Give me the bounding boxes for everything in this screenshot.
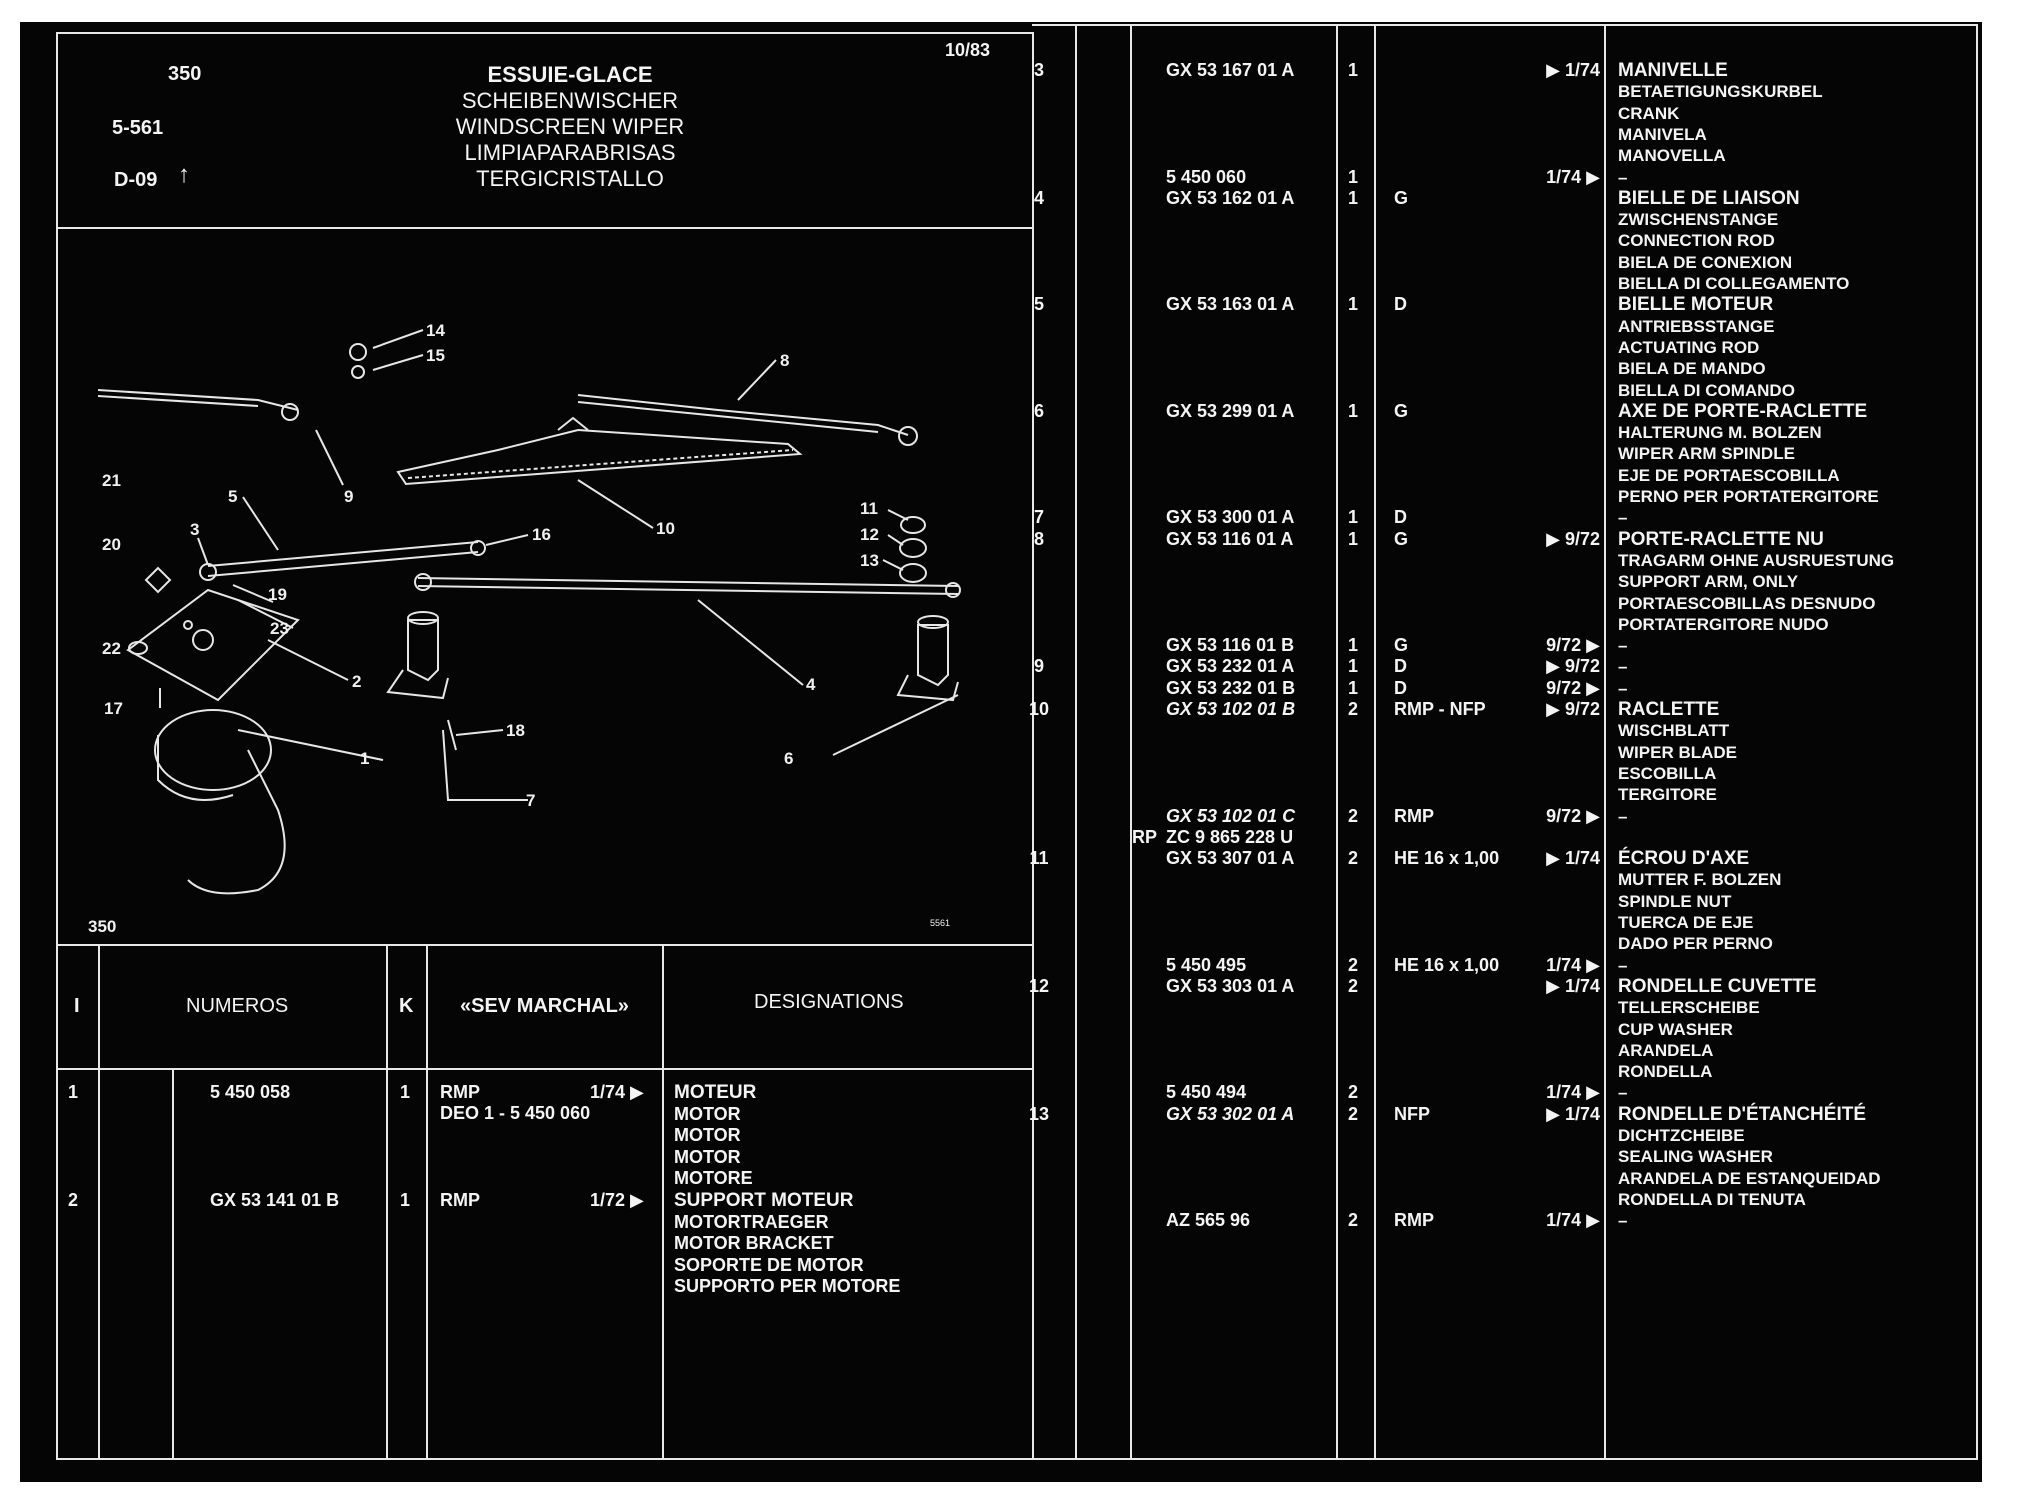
col-header-k: K xyxy=(399,995,414,1017)
rrow-sev: D xyxy=(1394,507,1407,528)
rcol-rule-4 xyxy=(1374,24,1376,1458)
rrow-quantity: 1 xyxy=(1348,400,1359,421)
rrow-date: 1/74 ▶ xyxy=(1546,1210,1600,1231)
rrow-item-number: 10 xyxy=(1028,699,1050,719)
rrow-date: ▶ 9/72 xyxy=(1546,699,1600,719)
title-it: TERGICRISTALLO xyxy=(476,166,664,191)
callout-11: 11 xyxy=(860,499,878,518)
rdesig-line: ARANDELA xyxy=(1618,1040,1714,1060)
callout-18: 18 xyxy=(506,721,525,740)
row-part-number: 5 450 058 xyxy=(210,1082,291,1102)
frame-right xyxy=(1976,24,1978,1458)
row-item-number: 2 xyxy=(68,1190,79,1210)
revision-date: 10/83 xyxy=(945,40,991,60)
rrow-sev: RMP xyxy=(1394,1210,1434,1231)
rdesig-line: TERGITORE xyxy=(1618,785,1717,805)
rrow-sev: G xyxy=(1394,528,1409,549)
col-rule-1b xyxy=(172,1068,174,1460)
callout-15: 15 xyxy=(426,346,445,365)
rrow-part-number: GX 53 167 01 A xyxy=(1166,60,1295,80)
rrow-sev: G xyxy=(1394,187,1409,208)
row-designation-translation: MOTORE xyxy=(674,1168,753,1188)
callout-12: 12 xyxy=(860,525,879,544)
callout-5: 5 xyxy=(228,487,238,506)
row-part-number: GX 53 141 01 B xyxy=(210,1190,340,1210)
rrow-part-number: ZC 9 865 228 U xyxy=(1166,826,1294,847)
rrow-part-number: 5 450 060 xyxy=(1166,166,1247,187)
rrow-sev: D xyxy=(1394,656,1407,677)
callout-22: 22 xyxy=(102,639,121,658)
col-rule-2 xyxy=(386,944,388,1460)
rrow-sev: D xyxy=(1394,294,1407,315)
rcol-rule-2 xyxy=(1130,24,1132,1458)
frame-bottom-right xyxy=(1032,1458,1978,1460)
rrow-part-number: GX 53 232 01 B xyxy=(1166,677,1296,698)
rrow-part-number: 5 450 495 xyxy=(1166,954,1247,975)
rrow-part-number: AZ 565 96 xyxy=(1166,1210,1251,1231)
rrow-sev: HE 16 x 1,00 xyxy=(1394,848,1500,869)
rdesig-line: CRANK xyxy=(1618,103,1680,123)
col-header-i: I xyxy=(74,995,80,1017)
rdesig-main: RACLETTE xyxy=(1618,699,1720,720)
rdesig-line: BETAETIGUNGSKURBEL xyxy=(1618,82,1823,102)
frame-bottom-left xyxy=(56,1458,1034,1460)
page-ref: 5-561 xyxy=(112,117,164,139)
callout-7: 7 xyxy=(526,791,536,810)
callout-16: 16 xyxy=(532,525,551,544)
rcol-rule-1 xyxy=(1075,24,1077,1458)
rdesig-main: PORTE-RACLETTE NU xyxy=(1618,528,1824,550)
rrow-sev: G xyxy=(1394,635,1409,656)
rdesig-line: – xyxy=(1618,806,1628,826)
rrow-quantity: 1 xyxy=(1348,528,1359,549)
rdesig-main: RONDELLE CUVETTE xyxy=(1618,975,1817,997)
rrow-item-number: 6 xyxy=(1033,400,1044,421)
rdesig-line: TUERCA DE EJE xyxy=(1618,913,1754,932)
rrow-part-number: GX 53 163 01 A xyxy=(1166,294,1295,315)
table-header-divider xyxy=(56,1068,1034,1070)
rdesig-line: CONNECTION ROD xyxy=(1618,231,1775,251)
rdesig-main: RONDELLE D'ÉTANCHÉITÉ xyxy=(1618,1103,1867,1125)
rrow-date: 1/74 ▶ xyxy=(1546,954,1600,975)
row-designation-translation: MOTOR xyxy=(674,1125,741,1145)
col-header-numeros: NUMEROS xyxy=(186,995,289,1017)
rdesig-line: – xyxy=(1618,636,1628,656)
rrow-part-number: GX 53 302 01 A xyxy=(1166,1103,1295,1124)
rrow-rp-flag: RP xyxy=(1132,826,1158,847)
rrow-quantity: 2 xyxy=(1348,1210,1359,1231)
rdesig-line: – xyxy=(1618,1211,1628,1231)
rdesig-line: – xyxy=(1618,678,1628,698)
rrow-item-number: 9 xyxy=(1033,656,1044,677)
row-designation-translation: SUPPORTO PER MOTORE xyxy=(674,1276,901,1296)
rrow-item-number: 7 xyxy=(1033,507,1044,528)
rrow-date: ▶ 1/74 xyxy=(1546,1103,1600,1124)
rrow-quantity: 2 xyxy=(1348,805,1359,826)
rrow-part-number: GX 53 303 01 A xyxy=(1166,975,1295,996)
rrow-quantity: 2 xyxy=(1348,848,1359,869)
callout-21: 21 xyxy=(102,471,121,490)
rrow-date: ▶ 9/72 xyxy=(1546,656,1600,677)
rdesig-line: CUP WASHER xyxy=(1618,1019,1733,1039)
callout-9: 9 xyxy=(344,487,354,506)
header-divider xyxy=(56,227,1034,229)
rdesig-line: PORTAESCOBILLAS DESNUDO xyxy=(1618,593,1876,613)
callout-23: 23 xyxy=(270,619,289,638)
callout-14: 14 xyxy=(426,321,445,340)
callout-20: 20 xyxy=(102,535,121,554)
d-code: D-09 xyxy=(114,169,158,191)
rrow-quantity: 2 xyxy=(1348,954,1359,975)
rdesig-line: WIPER BLADE xyxy=(1618,742,1737,762)
row-designation-main: SUPPORT MOTEUR xyxy=(674,1190,854,1211)
rrow-sev: G xyxy=(1394,400,1409,421)
rdesig-line: BIELLA DI COMANDO xyxy=(1618,380,1795,400)
rdesig-main: BIELLE MOTEUR xyxy=(1618,294,1774,316)
rcol-rule-5 xyxy=(1604,24,1606,1458)
rdesig-main: MANIVELLE xyxy=(1618,60,1728,81)
rrow-quantity: 1 xyxy=(1348,507,1359,528)
rdesig-line: EJE DE PORTAESCOBILLA xyxy=(1618,465,1840,485)
row-designation-translation: MOTOR xyxy=(674,1103,741,1124)
rrow-quantity: 2 xyxy=(1348,699,1359,719)
rdesig-main: BIELLE DE LIAISON xyxy=(1618,187,1800,209)
rrow-part-number: GX 53 162 01 A xyxy=(1166,187,1295,208)
rrow-quantity: 2 xyxy=(1348,1082,1359,1103)
title-de: SCHEIBENWISCHER xyxy=(461,88,679,113)
rrow-quantity: 2 xyxy=(1348,1103,1359,1124)
frame-top-left xyxy=(56,32,1034,34)
rrow-item-number: 3 xyxy=(1033,60,1044,80)
callout-8: 8 xyxy=(780,351,790,370)
rdesig-line: BIELLA DI COLLEGAMENTO xyxy=(1618,274,1850,293)
diagram-divider xyxy=(56,944,1034,946)
rdesig-line: – xyxy=(1618,657,1628,677)
rrow-item-number: 11 xyxy=(1029,848,1049,869)
rdesig-line: ANTRIEBSSTANGE xyxy=(1618,316,1775,336)
rdesig-line: – xyxy=(1618,508,1628,528)
row-quantity: 1 xyxy=(400,1190,411,1210)
rdesig-line: MUTTER F. BOLZEN xyxy=(1618,870,1782,890)
rdesig-line: ACTUATING ROD xyxy=(1618,337,1760,357)
rdesig-line: SUPPORT ARM, ONLY xyxy=(1618,572,1799,592)
row-quantity: 1 xyxy=(400,1082,411,1102)
page-number: 350 xyxy=(168,63,202,85)
rrow-quantity: 1 xyxy=(1348,60,1359,80)
callout-2: 2 xyxy=(352,672,362,691)
frame-mid xyxy=(1032,32,1034,1460)
rrow-item-number: 12 xyxy=(1028,975,1050,996)
rrow-item-number: 5 xyxy=(1033,294,1044,315)
title-fr: ESSUIE-GLACE xyxy=(487,62,653,87)
rrow-quantity: 1 xyxy=(1348,187,1359,208)
rrow-sev: HE 16 x 1,00 xyxy=(1394,954,1500,975)
callout-1: 1 xyxy=(360,749,370,768)
rdesig-line: BIELA DE CONEXION xyxy=(1618,252,1793,272)
row-designation-translation: MOTORTRAEGER xyxy=(674,1211,829,1232)
rdesig-line: DICHTZCHEIBE xyxy=(1618,1126,1745,1145)
parts-catalog-sheet xyxy=(20,22,1982,1482)
row-sev: RMP xyxy=(440,1082,480,1102)
row-sev: RMP xyxy=(440,1190,480,1210)
rdesig-line: – xyxy=(1618,955,1628,975)
diagram-ref-label: 5561 xyxy=(930,918,951,928)
callout-10: 10 xyxy=(656,519,675,538)
row-date: 1/72 ▶ xyxy=(590,1190,644,1210)
frame-top-right xyxy=(1032,24,1978,26)
callout-13: 13 xyxy=(860,551,879,570)
row-item-number: 1 xyxy=(68,1082,79,1102)
rdesig-line: ZWISCHENSTANGE xyxy=(1618,210,1779,230)
rdesig-line: TELLERSCHEIBE xyxy=(1618,998,1760,1018)
rrow-sev: RMP xyxy=(1394,805,1434,826)
rrow-date: 9/72 ▶ xyxy=(1546,635,1600,656)
rrow-item-number: 4 xyxy=(1033,187,1044,208)
rrow-date: ▶ 1/74 xyxy=(1546,975,1600,996)
rrow-quantity: 1 xyxy=(1348,656,1359,677)
rdesig-line: MANIVELA xyxy=(1618,124,1707,144)
rrow-sev: NFP xyxy=(1394,1103,1430,1124)
rcol-rule-3 xyxy=(1336,24,1338,1458)
rdesig-main: ÉCROU D'AXE xyxy=(1618,848,1750,870)
rrow-part-number: GX 53 307 01 A xyxy=(1166,848,1295,869)
rrow-date: 9/72 ▶ xyxy=(1546,805,1600,826)
rrow-quantity: 1 xyxy=(1348,635,1359,656)
callout-6: 6 xyxy=(784,749,794,768)
rdesig-line: ARANDELA DE ESTANQUEIDAD xyxy=(1618,1168,1881,1188)
row-sev-note: DEO 1 - 5 450 060 xyxy=(440,1103,591,1123)
callout-19: 19 xyxy=(268,585,287,604)
rrow-part-number: GX 53 300 01 A xyxy=(1166,507,1295,528)
callout-3: 3 xyxy=(190,520,200,539)
rrow-quantity: 1 xyxy=(1348,294,1359,315)
rrow-quantity: 2 xyxy=(1348,975,1359,996)
rdesig-line: PORTATERGITORE NUDO xyxy=(1618,614,1829,634)
rrow-date: ▶ 1/74 xyxy=(1546,848,1600,869)
rrow-part-number: GX 53 102 01 B xyxy=(1166,699,1296,719)
rdesig-line: – xyxy=(1618,1083,1628,1103)
rrow-item-number: 8 xyxy=(1033,528,1044,549)
callout-4: 4 xyxy=(806,675,816,694)
rrow-date: 1/74 ▶ xyxy=(1546,166,1600,187)
rrow-date: ▶ 1/74 xyxy=(1546,60,1600,80)
diagram-page-label: 350 xyxy=(88,917,117,936)
row-designation-translation: SOPORTE DE MOTOR xyxy=(674,1254,864,1275)
rrow-quantity: 1 xyxy=(1348,166,1359,187)
rdesig-line: ESCOBILLA xyxy=(1618,763,1717,783)
rrow-part-number: GX 53 102 01 C xyxy=(1166,805,1296,826)
title-es: LIMPIAPARABRISAS xyxy=(464,140,676,165)
rrow-part-number: GX 53 232 01 A xyxy=(1166,656,1295,677)
col-rule-1 xyxy=(98,944,100,1460)
rdesig-line: PERNO PER PORTATERGITORE xyxy=(1618,487,1879,506)
rdesig-line: WIPER ARM SPINDLE xyxy=(1618,444,1795,464)
rrow-quantity: 1 xyxy=(1348,677,1359,698)
rrow-part-number: GX 53 116 01 B xyxy=(1166,635,1295,656)
rrow-date: ▶ 9/72 xyxy=(1546,528,1600,549)
title-en: WINDSCREEN WIPER xyxy=(455,114,685,139)
rrow-part-number: 5 450 494 xyxy=(1166,1082,1247,1103)
rrow-item-number: 13 xyxy=(1028,1103,1050,1124)
rdesig-line: MANOVELLA xyxy=(1618,146,1726,166)
col-rule-3 xyxy=(426,944,428,1460)
rdesig-line: WISCHBLATT xyxy=(1618,721,1730,741)
rrow-sev: D xyxy=(1394,677,1407,698)
rrow-part-number: GX 53 299 01 A xyxy=(1166,400,1295,421)
rdesig-main: AXE DE PORTE-RACLETTE xyxy=(1618,400,1868,422)
row-designation-translation: MOTOR BRACKET xyxy=(674,1233,834,1253)
rdesig-line: HALTERUNG M. BOLZEN xyxy=(1618,423,1822,443)
rdesig-line: BIELA DE MANDO xyxy=(1618,359,1766,379)
callout-17: 17 xyxy=(104,699,123,718)
up-arrow-icon: ↑ xyxy=(178,161,190,188)
rrow-date: 9/72 ▶ xyxy=(1546,677,1600,698)
col-header-sev: «SEV MARCHAL» xyxy=(460,995,629,1017)
exploded-view-diagram xyxy=(58,230,1032,942)
row-designation-main: MOTEUR xyxy=(674,1082,757,1103)
rdesig-line: RONDELLA xyxy=(1618,1062,1713,1082)
rdesig-line: TRAGARM OHNE AUSRUESTUNG xyxy=(1618,550,1895,570)
rrow-part-number: GX 53 116 01 A xyxy=(1166,528,1294,549)
rrow-date: 1/74 ▶ xyxy=(1546,1082,1600,1103)
rdesig-line: SPINDLE NUT xyxy=(1618,891,1732,911)
col-header-designations: DESIGNATIONS xyxy=(754,991,904,1013)
rdesig-line: DADO PER PERNO xyxy=(1618,934,1773,954)
rrow-sev: RMP - NFP xyxy=(1394,699,1486,719)
row-date: 1/74 ▶ xyxy=(590,1082,644,1102)
col-rule-4 xyxy=(662,944,664,1460)
rdesig-line: RONDELLA DI TENUTA xyxy=(1618,1189,1806,1209)
row-designation-translation: MOTOR xyxy=(674,1146,741,1167)
rdesig-line: – xyxy=(1618,167,1628,187)
rdesig-line: SEALING WASHER xyxy=(1618,1147,1773,1167)
